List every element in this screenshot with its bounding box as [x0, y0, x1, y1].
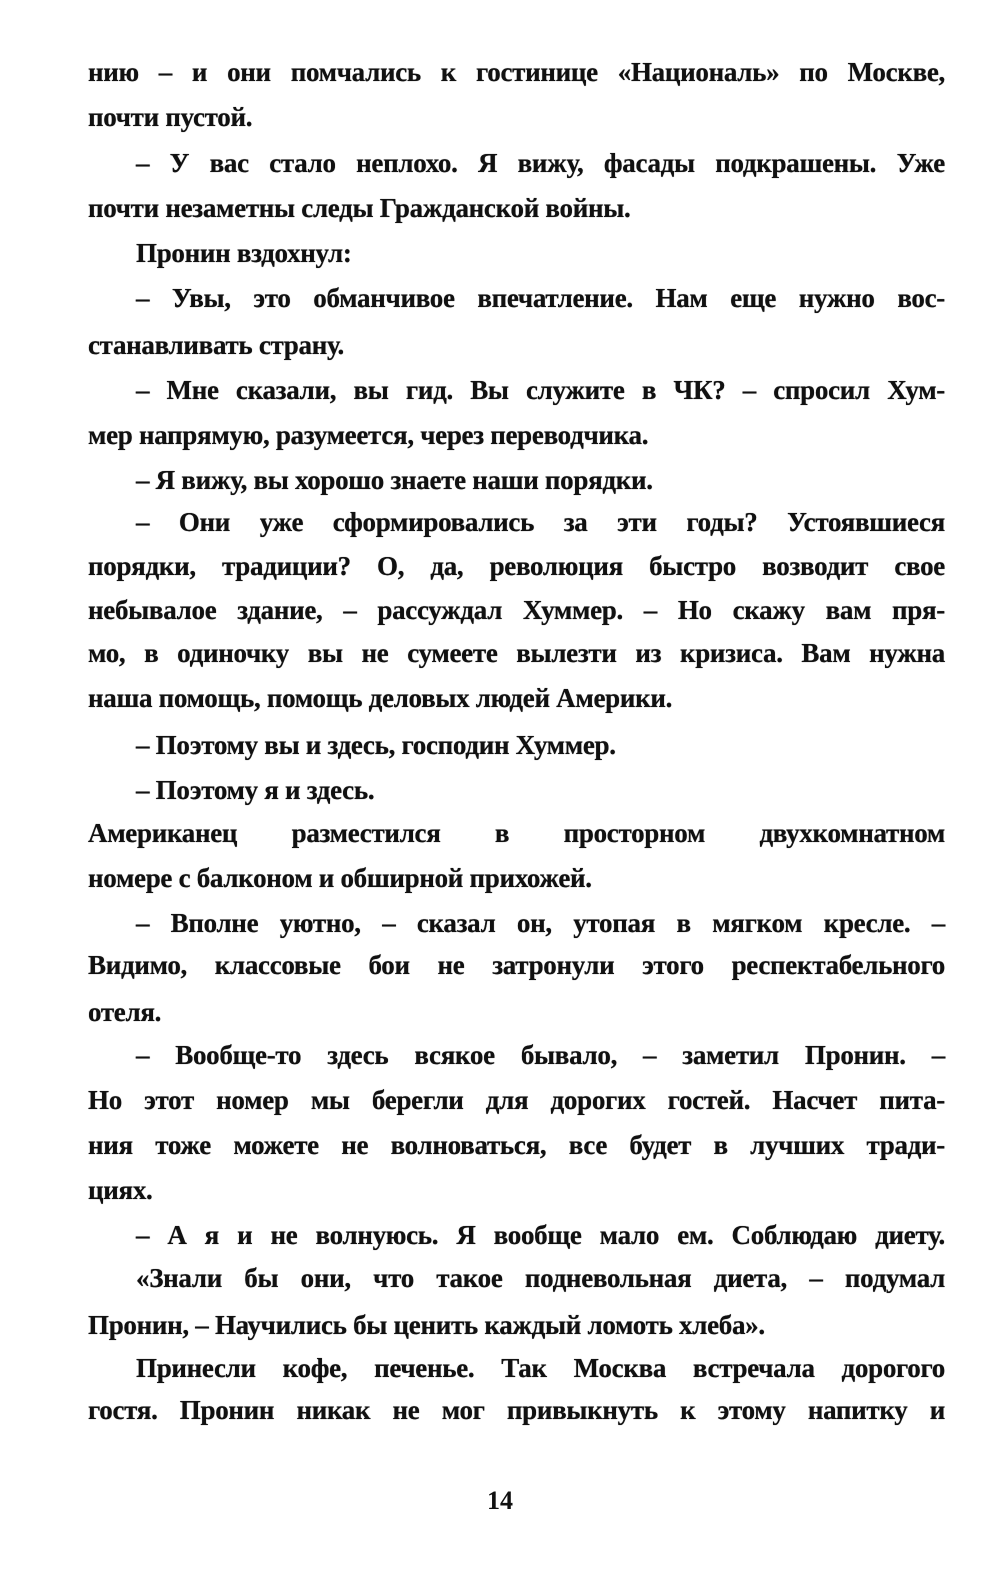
text-line: – А я и не волнуюсь. Я вообще мало ем. Соблюдаю диету. — [136, 1220, 945, 1250]
text-line: – Вполне уютно, – сказал он, утопая в мягком кресле. – — [136, 908, 945, 938]
text-line: – Поэтому вы и здесь, господин Хуммер. — [136, 730, 616, 760]
text-line: нию – и они помчались к гостинице «Националь» по Москве, — [88, 57, 945, 87]
text-line: – Мне сказали, вы гид. Вы служите в ЧК? – спросил Хум- — [136, 375, 945, 405]
text-line: номере с балконом и обширной прихожей. — [88, 863, 592, 893]
text-line: почти незаметны следы Гражданской войны. — [88, 193, 631, 223]
text-line: Но этот номер мы берегли для дорогих гостей. Насчет пита- — [88, 1085, 945, 1115]
text-line: – Они уже сформировались за эти годы? Устоявшиеся — [136, 507, 945, 537]
text-line: станавливать страну. — [88, 330, 344, 360]
text-line: Американец разместился в просторном двухкомнатном — [88, 818, 945, 848]
text-line: – У вас стало неплохо. Я вижу, фасады подкрашены. Уже — [136, 148, 945, 178]
text-line: гостя. Пронин никак не мог привыкнуть к этому напитку и — [88, 1395, 945, 1425]
page-number: 14 — [487, 1486, 513, 1515]
text-line: Пронин, – Научились бы ценить каждый ломоть хлеба». — [88, 1310, 765, 1340]
text-line: порядки, традиции? О, да, революция быстро возводит свое — [88, 551, 945, 581]
text-line: – Увы, это обманчивое впечатление. Нам еще нужно вос- — [136, 283, 945, 313]
text-line: – Я вижу, вы хорошо знаете наши порядки. — [136, 465, 653, 495]
text-line: мо, в одиночку вы не сумеете вылезти из кризиса. Вам нужна — [88, 638, 945, 668]
text-line: небывалое здание, – рассуждал Хуммер. – Но скажу вам пря- — [88, 595, 945, 625]
text-line: мер напрямую, разумеется, через переводчика. — [88, 420, 649, 450]
text-line: Пронин вздохнул: — [136, 238, 352, 268]
text-line: Видимо, классовые бои не затронули этого респектабельного — [88, 950, 945, 980]
text-line: наша помощь, помощь деловых людей Америки. — [88, 683, 673, 713]
text-line: Принесли кофе, печенье. Так Москва встречала дорогого — [136, 1353, 945, 1383]
text-line: – Вообще-то здесь всякое бывало, – заметил Пронин. – — [136, 1040, 945, 1070]
text-line: почти пустой. — [88, 102, 253, 132]
text-line: отеля. — [88, 997, 162, 1027]
text-line: – Поэтому я и здесь. — [136, 775, 375, 805]
text-line: ния тоже можете не волноваться, все будет в лучших тради- — [88, 1130, 945, 1160]
text-line: «Знали бы они, что такое подневольная диета, – подумал — [136, 1263, 945, 1293]
text-line: циях. — [88, 1175, 153, 1205]
